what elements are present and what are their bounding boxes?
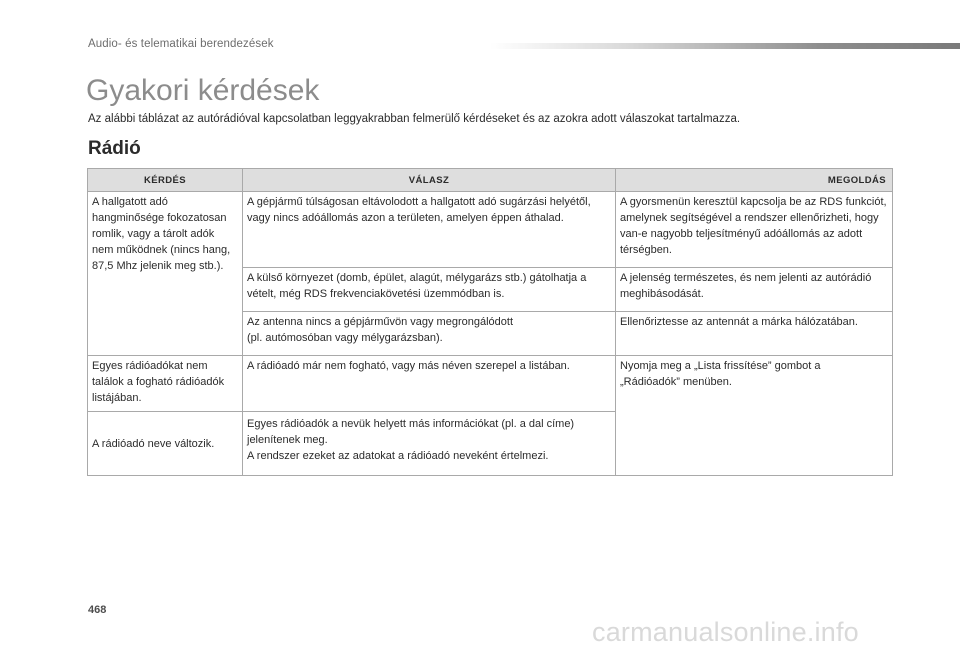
answer-cell: [243, 412, 616, 476]
solution-cell: A jelenség természetes, és nem jelenti az autórádió meghibásodását.: [616, 268, 893, 312]
header-question: KÉRDÉS: [88, 169, 243, 192]
page-title: Gyakori kérdések: [86, 74, 320, 107]
answer-cell: A külső környezet (domb, épület, alagút, mélygarázs stb.) gátolhatja a vételt, még RDS frekvenciakövetési üzemmódban is.: [243, 268, 616, 312]
intro-text: Az alábbi táblázat az autórádióval kapcsolatban leggyakrabban felmerülő kérdéseket és az azokra adott válaszokat tartalmazza.: [88, 113, 741, 125]
answer-line: (pl. autómosóban vagy mélygarázsban).: [247, 332, 443, 344]
question-cell: A hallgatott adó hangminősége fokozatosan romlik, vagy a tárolt adók nem működnek (nincs hang, 87,5 Mhz jelenik meg stb.).: [88, 192, 243, 356]
answer-cell: A gépjármű túlságosan eltávolodott a hallgatott adó sugárzási helyétől, vagy nincs adóállomás azon a területen, amelyen éppen áthalad.: [243, 192, 616, 268]
table-row: [88, 192, 893, 268]
header-gradient-bar: [490, 43, 960, 49]
solution-cell: A gyorsmenün keresztül kapcsolja be az RDS funkciót, amelynek segítségével a rendszer ellenőrizheti, hogy van-e nagyobb teljesítményű adóállomás az adott térségben.: [616, 192, 893, 268]
page-number: 468: [88, 604, 107, 616]
chapter-header: Audio- és telematikai berendezések: [88, 38, 274, 50]
table-header-row: [88, 169, 893, 192]
answer-line: Az antenna nincs a gépjárművön vagy megrongálódott: [247, 316, 514, 328]
answer-cell: [243, 312, 616, 356]
solution-line: „Rádióadók” menüben.: [620, 376, 732, 388]
solution-cell: [616, 356, 893, 476]
answer-cell: A rádióadó már nem fogható, vagy más néven szerepel a listában.: [243, 356, 616, 412]
solution-line: Nyomja meg a „Lista frissítése” gombot a: [620, 360, 821, 372]
question-text: A rádióadó neve változik.: [92, 438, 215, 450]
header-solution: MEGOLDÁS: [616, 169, 893, 192]
table-row: [88, 356, 893, 412]
question-cell: Egyes rádióadókat nem találok a fogható rádióadók listájában.: [88, 356, 243, 412]
solution-cell: Ellenőriztesse az antennát a márka hálózatában.: [616, 312, 893, 356]
faq-table: [87, 168, 893, 476]
question-cell: [88, 412, 243, 476]
answer-line: A rendszer ezeket az adatokat a rádióadó neveként értelmezi.: [247, 450, 549, 462]
section-title: Rádió: [88, 138, 141, 159]
header-answer: VÁLASZ: [243, 169, 616, 192]
answer-line: Egyes rádióadók a nevük helyett más információkat (pl. a dal címe) jelenítenek meg.: [247, 418, 575, 446]
watermark: carmanualsonline.info: [592, 617, 859, 647]
